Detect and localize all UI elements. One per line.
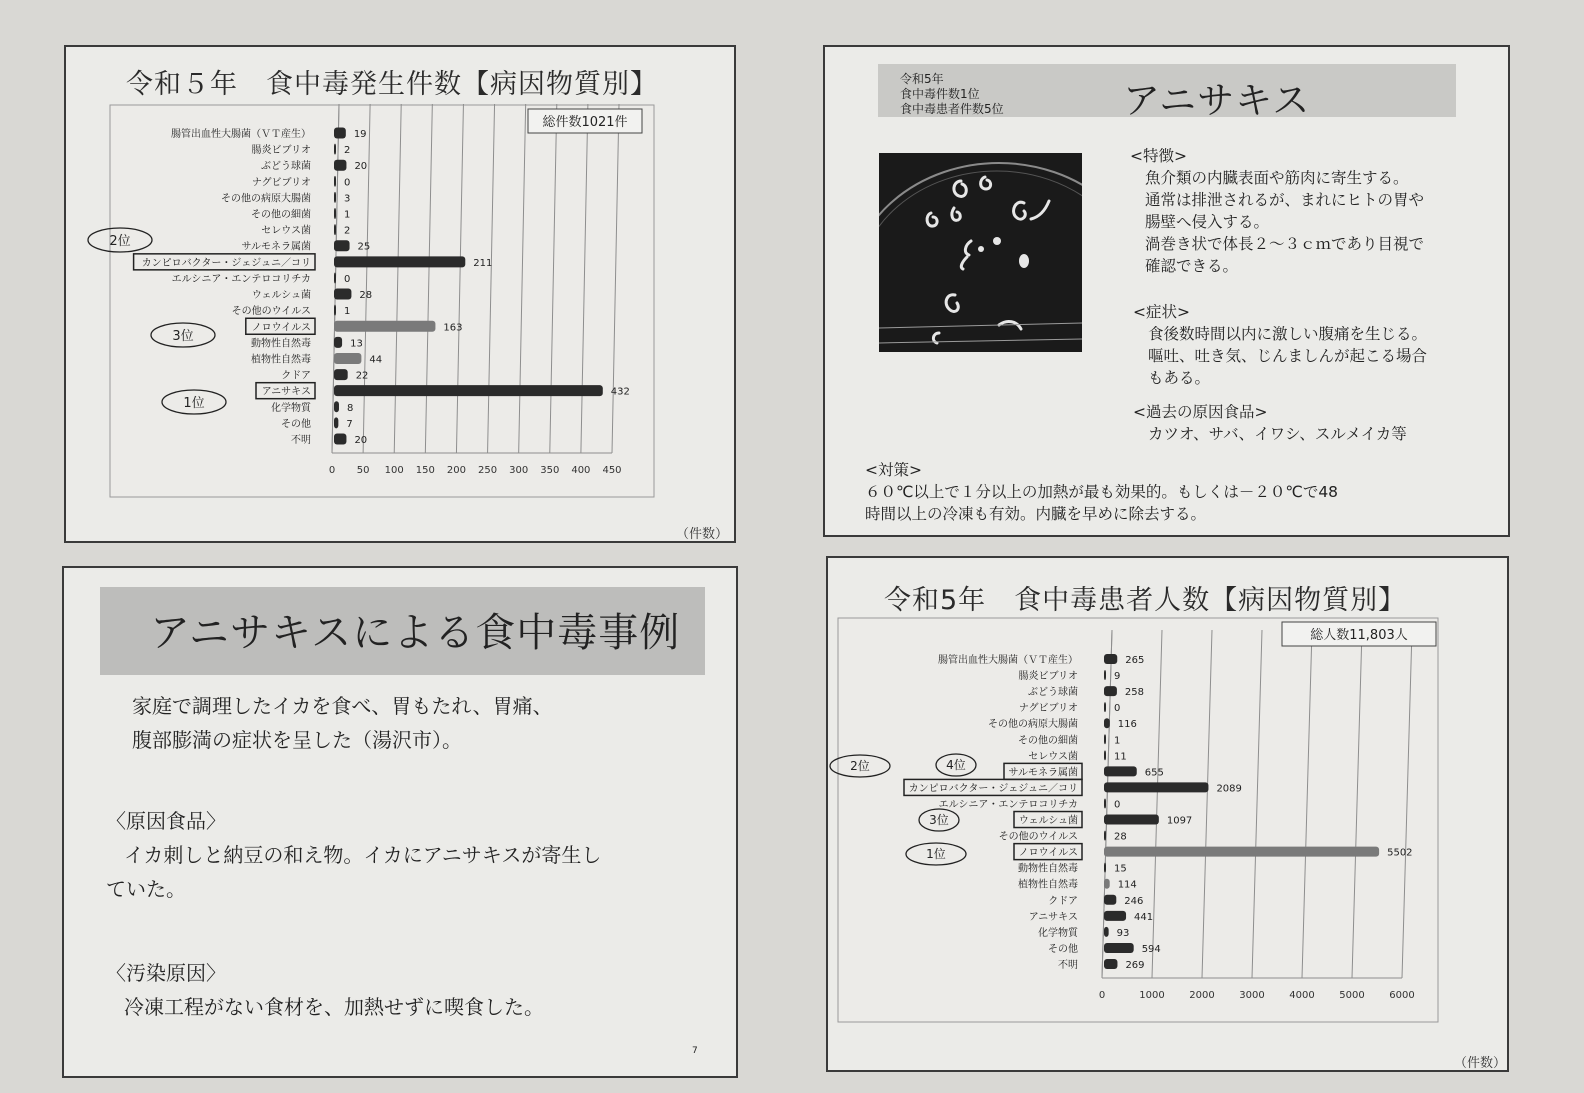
bar: [334, 176, 336, 187]
features-line: 渦巻き状で体長２～３ｃｍであり目視で: [1145, 235, 1425, 253]
data-label: 269: [1125, 960, 1145, 971]
data-label: 20: [354, 435, 368, 446]
data-label: 13: [350, 338, 363, 350]
bar: [334, 369, 348, 380]
data-label: 2: [344, 225, 351, 237]
symptoms-line: 食後数時間以内に激しい腹痛を生じる。: [1148, 325, 1428, 343]
slide-incident-count-chart: [64, 45, 736, 543]
data-label: 93: [1116, 927, 1130, 939]
category-label: 腸管出血性大腸菌（ＶＴ産生）: [171, 129, 311, 140]
data-label: 1: [1114, 735, 1121, 747]
data-label: 0: [1114, 799, 1121, 811]
total-count-text: 総件数1021件: [542, 115, 628, 130]
bar: [334, 417, 338, 428]
x-tick-label: 400: [571, 465, 591, 476]
bar: [334, 240, 350, 251]
category-label: サルモネラ属菌: [1008, 767, 1078, 779]
bar: [1104, 798, 1106, 808]
category-label: その他: [1048, 943, 1078, 955]
category-label: 化学物質: [271, 402, 311, 414]
cause-food-line: イカ刺しと納豆の和え物。イカにアニサキスが寄生し: [124, 843, 602, 867]
slide-anisakis-info: [823, 45, 1510, 537]
x-tick-label: 2000: [1189, 990, 1215, 1001]
plot-frame: [110, 105, 654, 497]
category-label: セレウス菌: [1028, 751, 1078, 763]
total-count-text: 総人数11,803人: [1310, 628, 1408, 643]
category-label: 腸炎ビブリオ: [251, 145, 311, 157]
data-label: 0: [344, 177, 351, 189]
slide1-title: 令和５年 食中毒発生件数【病因物質別】: [126, 69, 658, 100]
bar: [334, 224, 336, 235]
category-label: ナグビブリオ: [251, 177, 311, 189]
data-label: 0: [344, 273, 351, 285]
data-label: 655: [1144, 767, 1164, 779]
contamination-line: 冷凍工程がない食材を、加熱せずに喫食した。: [124, 995, 544, 1019]
category-label: その他: [281, 418, 311, 430]
slide1-unit-label: （件数）: [676, 527, 729, 542]
data-label: 1: [344, 306, 351, 318]
rank-label: 1位: [926, 847, 946, 861]
rank-label: 2位: [109, 234, 131, 249]
measures-heading: <対策>: [865, 461, 922, 479]
bar: [1104, 927, 1109, 937]
bar: [1104, 911, 1126, 921]
anisakis-photo: [879, 153, 1082, 352]
x-tick-label: 150: [415, 465, 435, 476]
bar: [334, 192, 336, 203]
data-label: 11: [1114, 751, 1127, 763]
measures-line: ６０℃以上で１分以上の加熱が最も効果的。もしくは－２０℃で48: [865, 483, 1339, 501]
slide-patient-count-chart: [826, 556, 1509, 1072]
rank-label: 1位: [183, 396, 205, 411]
x-tick-label: 0: [328, 465, 336, 476]
category-label: その他の細菌: [1018, 735, 1078, 747]
category-label: カンピロバクター・ジェジュニ／コリ: [908, 783, 1078, 795]
symptoms-heading: <症状>: [1133, 303, 1190, 321]
category-label: 腸管出血性大腸菌（ＶＴ産生）: [938, 655, 1078, 666]
past-foods-section: [1133, 401, 1407, 445]
contamination-heading: 〈汚染原因〉: [106, 961, 226, 985]
anisakis-header-band: [878, 64, 1456, 122]
data-label: 116: [1117, 719, 1137, 731]
bar: [1104, 718, 1110, 728]
category-label: 腸炎ビブリオ: [1018, 671, 1078, 683]
category-label: ウェルシュ菌: [251, 290, 311, 302]
slide-anisakis-case: [62, 566, 738, 1078]
bar: [1104, 686, 1117, 696]
category-label: クドア: [281, 370, 311, 382]
data-label: 20: [354, 161, 368, 173]
data-label: 8: [346, 402, 354, 414]
incident-count-chart: [66, 47, 734, 541]
case-intro: [132, 689, 553, 757]
bar: [334, 305, 336, 316]
x-tick-label: 5000: [1339, 990, 1365, 1001]
symptoms-line: もある。: [1148, 369, 1211, 387]
category-label: ナグビブリオ: [1018, 703, 1078, 715]
x-tick-label: 300: [509, 465, 529, 476]
category-label: 動物性自然毒: [251, 338, 311, 350]
data-label: 211: [473, 257, 493, 269]
data-label: 1: [344, 209, 351, 221]
category-label: 動物性自然毒: [1018, 863, 1078, 875]
category-label: カンピロバクター・ジェジュニ／コリ: [141, 257, 311, 269]
data-label: 1097: [1166, 815, 1193, 827]
anisakis-larvae-image: [879, 153, 1082, 352]
bar: [1104, 943, 1134, 953]
contamination-section: [106, 956, 544, 1024]
category-label: その他のウイルス: [998, 831, 1078, 843]
data-label: 258: [1124, 687, 1144, 699]
category-label: 不明: [291, 435, 311, 446]
data-label: 9: [1114, 671, 1121, 683]
features-section: [1130, 145, 1424, 277]
data-label: 2089: [1216, 783, 1242, 795]
measures-line: 時間以上の冷凍も有効。内臓を早めに除去する。: [865, 505, 1207, 523]
slide4-unit-label: （件数）: [1454, 1056, 1507, 1071]
data-label: 28: [1114, 831, 1127, 843]
bar: [1104, 766, 1137, 776]
meta-line: 令和5年: [900, 72, 944, 86]
x-tick-label: 50: [356, 465, 370, 476]
bar: [1104, 831, 1106, 841]
category-label: その他の病原大腸菌: [221, 193, 311, 205]
anisakis-rank-meta: [900, 72, 1004, 117]
bar: [334, 385, 603, 396]
data-label: 114: [1117, 879, 1137, 891]
bar: [1104, 847, 1379, 857]
data-label: 15: [1114, 863, 1127, 875]
meta-line: 食中毒件数1位: [900, 87, 980, 101]
measures-section: [865, 459, 1338, 525]
past-foods-line: カツオ、サバ、イワシ、スルメイカ等: [1148, 425, 1407, 443]
x-tick-label: 6000: [1389, 990, 1415, 1001]
data-label: 163: [443, 322, 463, 334]
bar: [1104, 863, 1106, 873]
page-number: 7: [692, 1046, 698, 1056]
rank-label: 4位: [946, 758, 966, 772]
cause-food-heading: 〈原因食品〉: [106, 809, 226, 833]
bar: [1104, 750, 1106, 760]
category-label: ウェルシュ菌: [1018, 815, 1078, 827]
category-label: サルモネラ属菌: [241, 241, 311, 253]
x-tick-label: 3000: [1239, 990, 1265, 1001]
bar: [1104, 702, 1106, 712]
bar: [1104, 959, 1117, 969]
category-label: その他の病原大腸菌: [988, 719, 1078, 731]
x-tick-label: 250: [478, 465, 498, 476]
data-label: 44: [369, 354, 383, 366]
bar: [1104, 815, 1159, 825]
data-label: 22: [355, 370, 369, 382]
bar: [1104, 879, 1110, 889]
symptoms-line: 嘔吐、吐き気、じんましんが起こる場合: [1148, 347, 1428, 365]
bar: [334, 353, 361, 364]
bar: [334, 128, 346, 139]
category-label: ノロウイルス: [1018, 847, 1078, 859]
bar: [334, 160, 346, 171]
features-heading: <特徴>: [1130, 147, 1187, 165]
bar: [334, 256, 465, 267]
x-tick-label: 1000: [1139, 990, 1165, 1001]
case-title: アニサキスによる食中毒事例: [150, 610, 681, 656]
bar: [1104, 734, 1106, 744]
rank-label: 2位: [850, 759, 870, 773]
symptoms-section: [1133, 301, 1427, 389]
case-intro-line: 腹部膨満の症状を呈した（湯沢市）。: [132, 728, 462, 752]
category-label: クドア: [1048, 895, 1078, 907]
category-label: その他の細菌: [251, 209, 311, 221]
bar: [1104, 654, 1117, 664]
category-label: 化学物質: [1038, 927, 1078, 939]
features-line: 魚介類の内臓表面や筋肉に寄生する。: [1145, 169, 1409, 187]
case-intro-line: 家庭で調理したイカを食べ、胃もたれ、胃痛、: [132, 694, 553, 718]
data-label: 2: [344, 145, 351, 157]
x-tick-label: 450: [602, 465, 622, 476]
data-label: 0: [1114, 703, 1121, 715]
bar: [1104, 895, 1116, 905]
x-tick-label: 100: [384, 465, 404, 476]
cause-food-line: ていた。: [106, 877, 186, 901]
x-tick-label: 350: [540, 465, 560, 476]
data-label: 25: [357, 241, 371, 253]
meta-line: 食中毒患者件数5位: [900, 102, 1004, 116]
features-line: 通常は排泄されるが、まれにヒトの胃や: [1145, 191, 1425, 209]
category-label: アニサキス: [1028, 911, 1078, 923]
data-label: 3: [344, 193, 351, 205]
rank-label: 3位: [929, 813, 949, 827]
bar: [334, 337, 342, 348]
bar: [1104, 670, 1106, 680]
bar: [334, 434, 346, 445]
category-label: ぶどう球菌: [261, 161, 311, 173]
data-label: 265: [1125, 655, 1145, 666]
category-label: ノロウイルス: [251, 322, 311, 334]
data-label: 7: [346, 418, 353, 430]
category-label: 植物性自然毒: [251, 354, 311, 366]
x-tick-label: 200: [446, 465, 466, 476]
data-label: 594: [1141, 943, 1161, 955]
category-label: エルシニア・エンテロコリチカ: [171, 273, 311, 285]
slide4-title: 令和5年 食中毒患者人数【病因物質別】: [884, 585, 1407, 616]
x-tick-label: 0: [1098, 990, 1106, 1001]
x-tick-label: 4000: [1289, 990, 1315, 1001]
data-label: 5502: [1387, 847, 1413, 859]
category-label: アニサキス: [261, 386, 311, 398]
category-label: 不明: [1058, 960, 1078, 971]
category-label: セレウス菌: [261, 225, 311, 237]
category-label: 植物性自然毒: [1018, 879, 1078, 891]
features-line: 確認できる。: [1145, 257, 1239, 275]
data-label: 441: [1134, 911, 1154, 923]
category-label: エルシニア・エンテロコリチカ: [938, 799, 1078, 811]
bar: [334, 321, 435, 332]
features-line: 腸壁へ侵入する。: [1145, 213, 1270, 231]
rank-label: 3位: [172, 329, 194, 344]
bar: [334, 289, 351, 300]
bar: [334, 272, 336, 283]
patient-count-chart: [828, 558, 1507, 1070]
bar: [334, 208, 336, 219]
category-label: ぶどう球菌: [1028, 687, 1078, 699]
bar: [334, 144, 336, 155]
data-label: 19: [353, 129, 367, 140]
bar: [1104, 782, 1208, 792]
cause-food-section: [106, 804, 601, 906]
category-label: その他のウイルス: [231, 306, 311, 318]
data-label: 246: [1124, 895, 1144, 907]
data-label: 432: [610, 386, 630, 398]
past-foods-heading: <過去の原因食品>: [1133, 403, 1268, 421]
bar: [334, 401, 339, 412]
anisakis-title: アニサキス: [1123, 79, 1311, 122]
case-header-band: [100, 587, 705, 675]
data-label: 28: [359, 290, 373, 302]
